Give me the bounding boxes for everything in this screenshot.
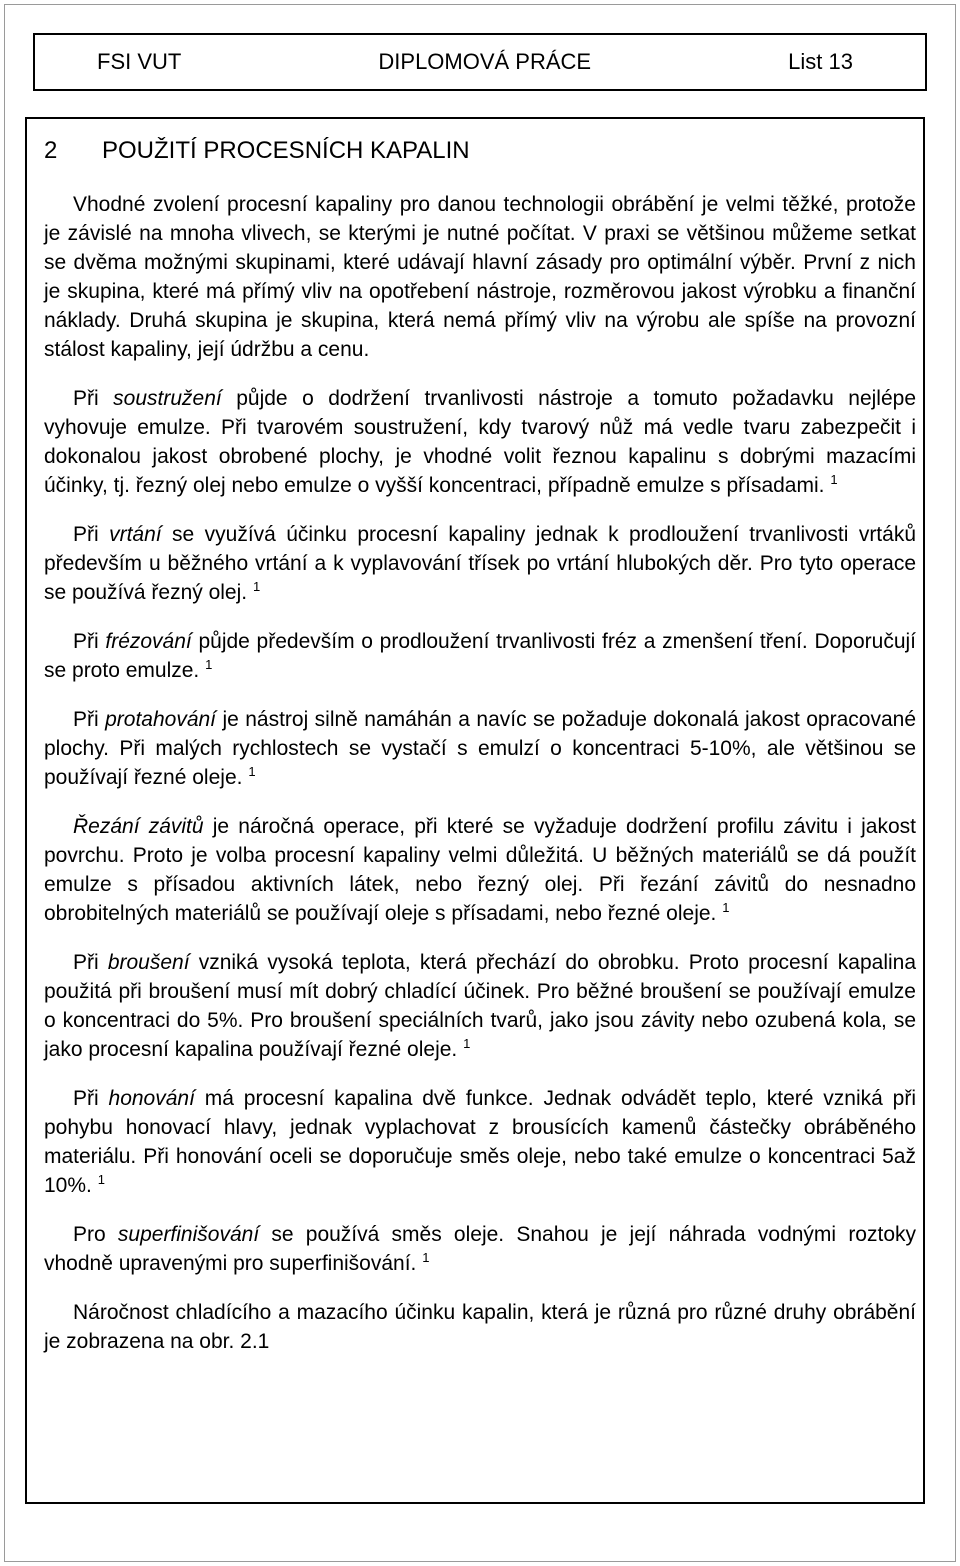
page-header [33, 33, 927, 91]
paragraph-superfinishing [44, 1220, 916, 1278]
paragraph-broaching-pre: Při [73, 708, 106, 731]
paragraph-honing-text: má procesní kapalina dvě funkce. Jednak odvádět teplo, které vzniká při pohybu honovací hlavy, jednak vyplachovat z brousících kamenů částečky obráběného materiálu. Při honování oceli se doporučuje směs oleje, nebo také emulze o koncentraci 5až 10%. [44, 1087, 917, 1197]
header-page-number: List 13 [788, 49, 853, 74]
reference-marker: 1 [830, 472, 838, 487]
paragraph-threading-text: je náročná operace, při které se vyžaduje dodržení profilu závitu i jakost povrchu. Proto je volba procesní kapaliny velmi důležitá. U běžných materiálů se dá použít emulze s přísadou aktivních látek, nebo řezný olej. Při řezání závitů do nesnadno obrobitelných materiálů se používají oleje s přísadami, nebo řezné oleje. [44, 815, 917, 925]
reference-marker: 1 [248, 764, 256, 779]
paragraph-turning-term: soustružení [113, 387, 222, 410]
page-body [25, 117, 925, 1504]
paragraph-drilling [44, 520, 916, 607]
paragraph-milling-term: frézování [105, 630, 192, 653]
paragraph-intro [44, 190, 916, 364]
paragraph-milling-pre: Při [73, 630, 106, 653]
chapter-heading [44, 135, 923, 167]
paragraph-honing-pre: Při [73, 1087, 109, 1110]
header-institution: FSI VUT [97, 49, 182, 74]
header-document-type: DIPLOMOVÁ PRÁCE [378, 49, 592, 74]
paragraph-milling-text: půjde především o prodloužení trvanlivosti fréz a zmenšení tření. Doporučují se proto emulze. [44, 630, 917, 682]
reference-marker: 1 [463, 1036, 471, 1051]
paragraph-turning [44, 384, 916, 500]
paragraph-superfinishing-text: se používá směs oleje. Snahou je její náhrada vodnými roztoky vhodně upravenými pro superfinišování. [44, 1223, 916, 1275]
paragraph-threading [44, 812, 916, 928]
paragraph-broaching [44, 705, 916, 792]
reference-marker: 1 [205, 657, 213, 672]
paragraph-milling [44, 627, 916, 685]
paragraph-grinding-pre: Při [73, 951, 108, 974]
paragraph-turning-pre: Při [73, 387, 114, 410]
paragraph-grinding-text: vzniká vysoká teplota, která přechází do obrobku. Proto procesní kapalina použitá při broušení musí mít dobrý chladící účinek. Pro běžné broušení se používají emulze o koncentraci do 5%. Pro broušení speciálních tvarů, jako jsou závity nebo ozubená kola, se jako procesní kapalina používají řezné oleje. [44, 951, 917, 1061]
chapter-number: 2 [44, 137, 58, 164]
paragraph-drilling-term: vrtání [109, 523, 162, 546]
paragraph-turning-text: půjde o dodržení trvanlivosti nástroje a tomuto požadavku nejlépe vyhovuje emulze. Při tvarovém soustružení, kdy tvarový nůž má vedle tvaru zabezpečit i dokonalou jakost obrobené plochy, je vhodné volit řeznou kapalinu s dobrými mazacími účinky, tj. řezný olej nebo emulze o vyšší koncentraci, případně emulze s přísadami. [44, 387, 916, 497]
paragraph-honing-term: honování [108, 1087, 195, 1110]
reference-marker: 1 [422, 1250, 430, 1265]
paragraph-superfinishing-pre: Pro [73, 1223, 118, 1246]
reference-marker: 1 [722, 900, 730, 915]
paragraph-superfinishing-term: superfinišování [117, 1223, 260, 1246]
reference-marker: 1 [97, 1172, 105, 1187]
paragraph-broaching-term: protahování [105, 708, 217, 731]
paragraph-drilling-pre: Při [73, 523, 110, 546]
reference-marker: 1 [252, 579, 261, 594]
body-text [44, 190, 916, 1356]
paragraph-drilling-text: se využívá účinku procesní kapaliny jednak k prodloužení trvanlivosti vrtáků především u běžného vrtání a k vyplavování třísek po vrtání hlubokých děr. Pro tyto operace se používá řezný olej. [44, 523, 917, 604]
chapter-title: POUŽITÍ PROCESNÍCH KAPALIN [102, 137, 470, 164]
paragraph-honing [44, 1084, 916, 1200]
paragraph-threading-term: Řezání závitů [73, 815, 204, 838]
paragraph-grinding-term: broušení [107, 951, 190, 974]
paragraph-broaching-text: je nástroj silně namáhán a navíc se požaduje dokonalá jakost opracované plochy. Při malých rychlostech se vystačí s emulzí o koncentraci 5-10%, ale většinou se používají řezné oleje. [44, 708, 916, 789]
paragraph-closing-text: Náročnost chladícího a mazacího účinku kapalin, která je různá pro různé druhy obrábění je zobrazena na obr. 2.1 [44, 1301, 916, 1353]
paragraph-grinding [44, 948, 916, 1064]
paragraph-intro-text: Vhodné zvolení procesní kapaliny pro danou technologii obrábění je velmi těžké, protože je závislé na mnoha vlivech, se kterými je nutné počítat. V praxi se většinou můžeme setkat se dvěma možnými skupinami, které udávají hlavní zásady pro optimální výběr. První z nich je skupina, které má přímý vliv na opotřebení nástroje, rozměrovou jakost výrobku a finanční náklady. Druhá skupina je skupina, která nemá přímý vliv na výrobu ale spíše na provozní stálost kapaliny, její údržbu a cenu. [44, 193, 916, 361]
paragraph-closing [44, 1298, 916, 1356]
